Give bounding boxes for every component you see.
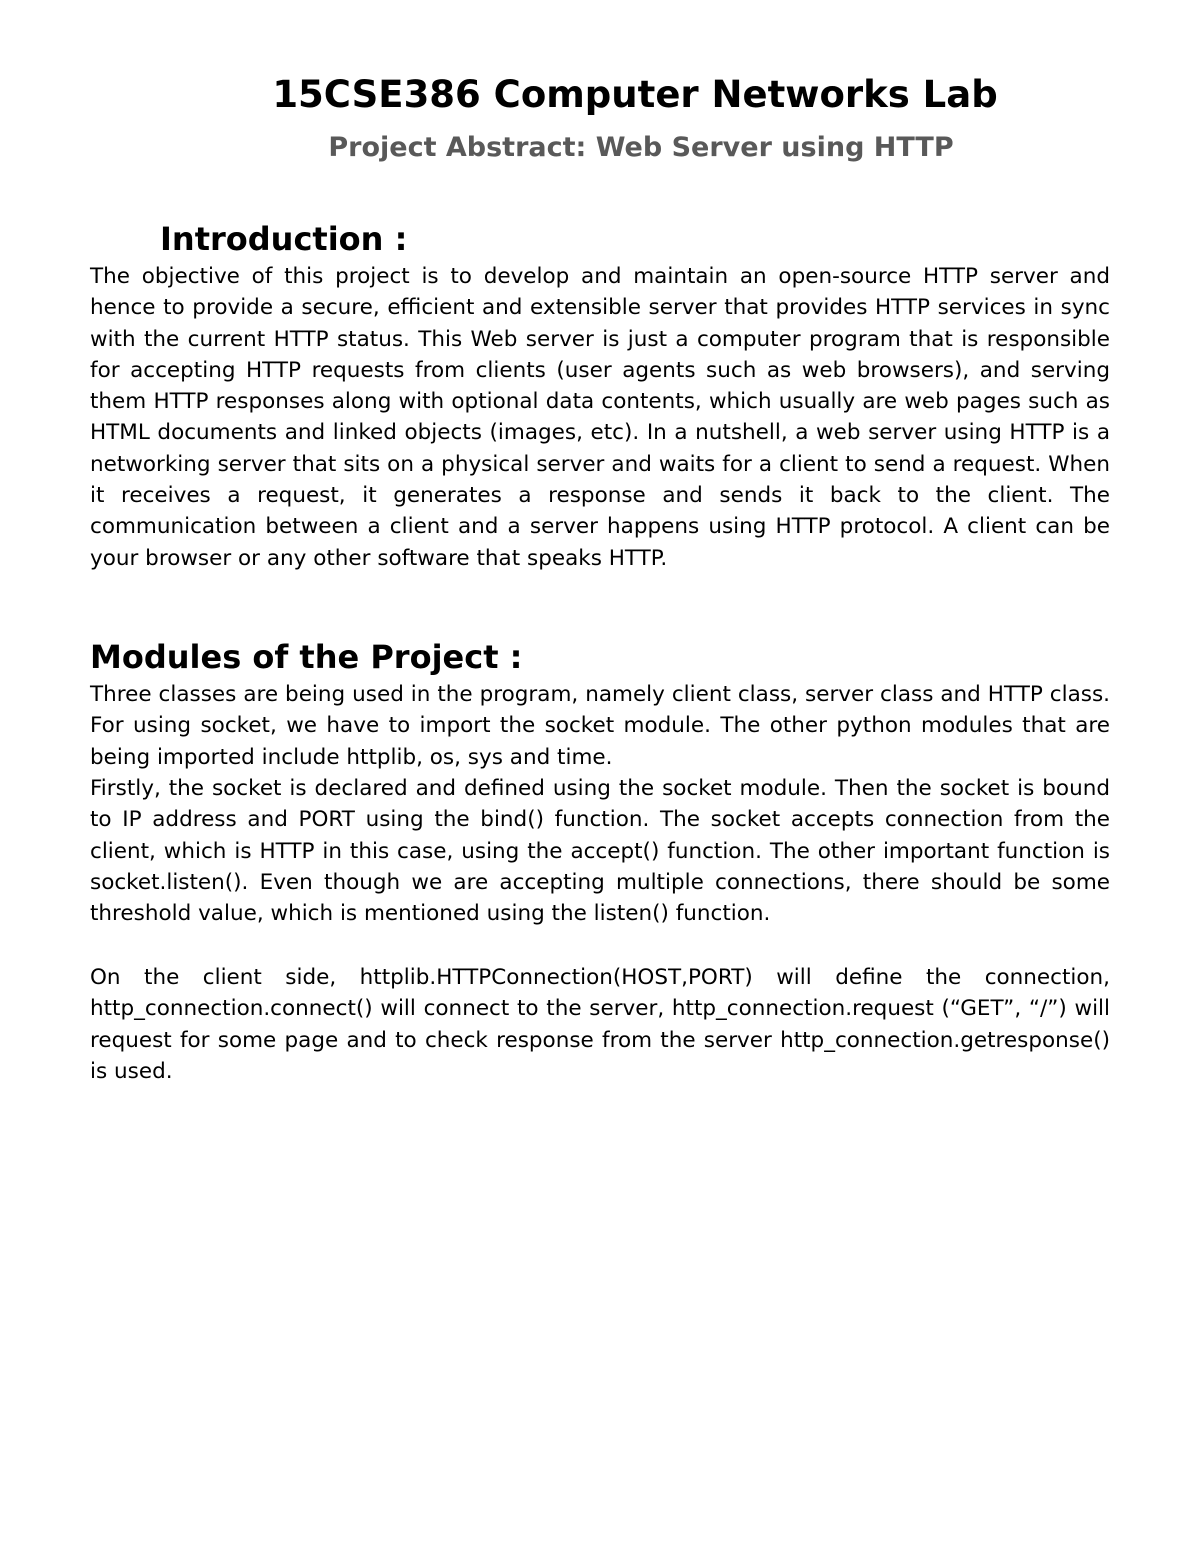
modules-paragraph-client: On the client side, httplib.HTTPConnection(HOST,PORT) will define the connection, http_connection.connect() will connect to the server, http_connection.request (“GET”, “/”) will request for some page and to check response from the server http_connection.getresponse() is used. xyxy=(90,965,1110,1084)
introduction-paragraph: The objective of this project is to develop and maintain an open-source HTTP server and hence to provide a secure, efficient and extensible server that provides HTTP services in sync with the current HTTP status. This Web server is just a computer program that is responsible for accepting HTTP requests from clients (user agents such as web browsers), and serving them HTTP responses along with optional data contents, which usually are web pages such as HTML documents and linked objects (images, etc). In a nutshell, a web server using HTTP is a networking server that sits on a physical server and waits for a client to send a request. When it receives a request, it generates a response and sends it back to the client. The communication between a client and a server happens using HTTP protocol. A client can be your browser or any other software that speaks HTTP. xyxy=(90,264,1110,571)
modules-paragraph-classes: Three classes are being used in the program, namely client class, server class and HTTP class. For using socket, we have to import the socket module. The other python modules that are being imported include httplib, os, sys and time. xyxy=(90,682,1110,770)
modules-heading: Modules of the Project : xyxy=(90,638,523,676)
introduction-heading: Introduction : xyxy=(160,220,408,258)
document-title: 15CSE386 Computer Networks Lab xyxy=(272,73,998,116)
modules-paragraph-socket: Firstly, the socket is declared and defined using the socket module. Then the socket is bound to IP address and PORT using the bind() function. The socket accepts connection from the client, which is HTTP in this case, using the accept() function. The other important function is socket.listen(). Even though we are accepting multiple connections, there should be some threshold value, which is mentioned using the listen() function. xyxy=(90,776,1110,927)
document-subtitle: Project Abstract: Web Server using HTTP xyxy=(328,132,954,163)
